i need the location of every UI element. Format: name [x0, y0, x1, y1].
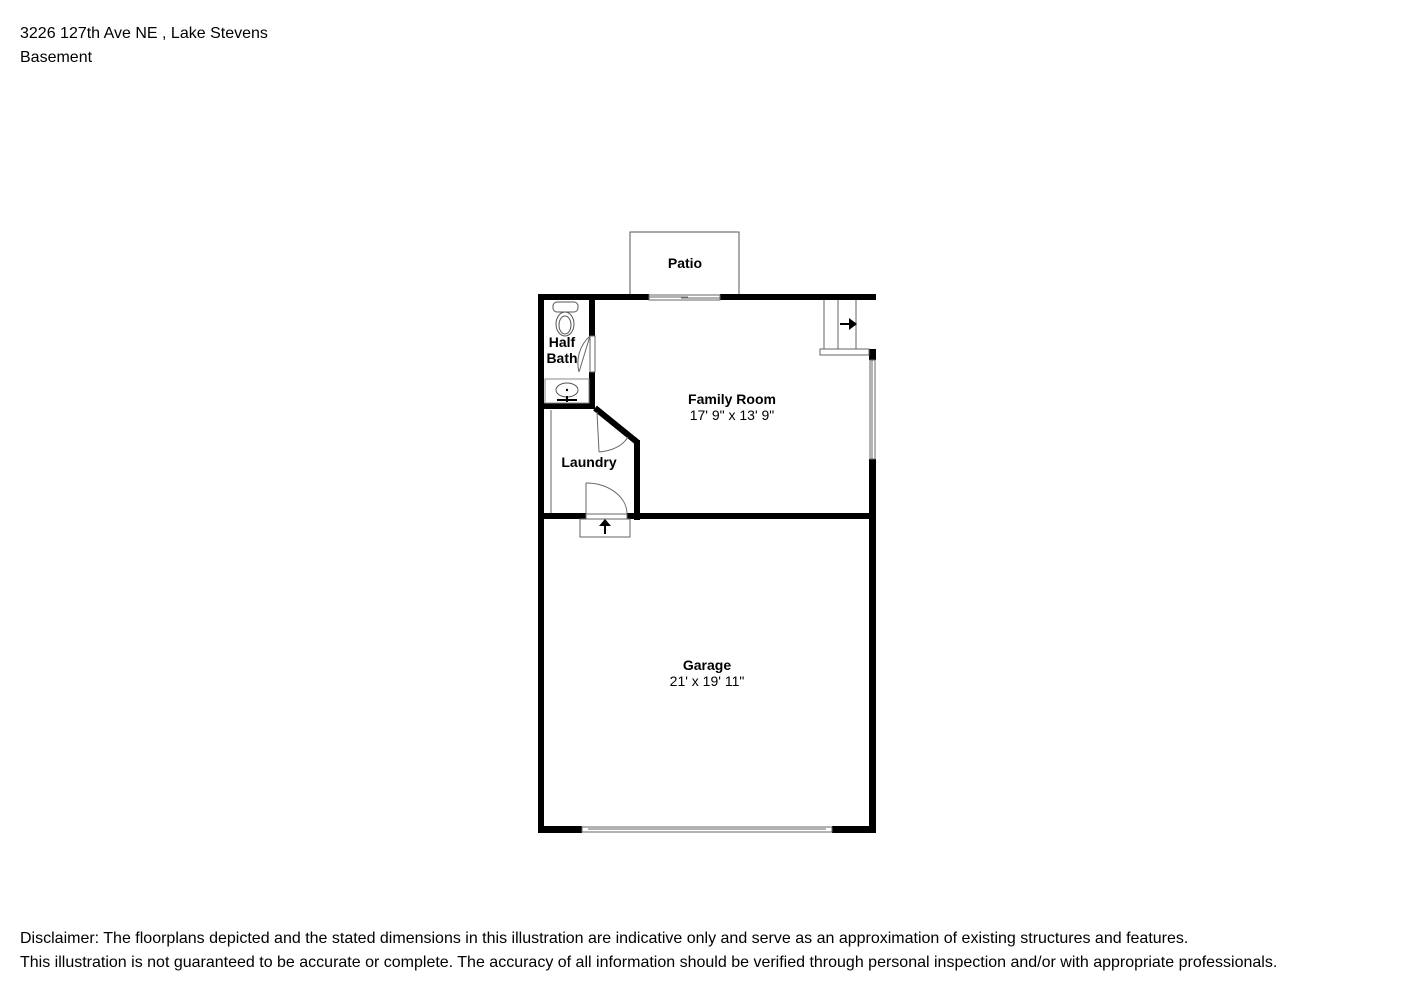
- address-text: 3226 127th Ave NE , Lake Stevens: [20, 25, 268, 42]
- toilet-icon: [553, 302, 578, 336]
- right-wall-window: [870, 360, 875, 459]
- garage-label: Garage: [682, 657, 732, 673]
- disclaimer-line-1: Disclaimer: The floorplans depicted and the stated dimensions in this illustration are indicative only and serve as an approximation of existing structures and features.: [20, 930, 1189, 947]
- disclaimer-line-2: This illustration is not guaranteed to be accurate or complete. The accuracy of all information should be verified through personal inspection and/or with appropriate professionals.: [20, 954, 1278, 971]
- laundry-door: [586, 483, 627, 519]
- half-bath-label-line2: Bath: [546, 350, 578, 366]
- stairs-arrow-icon: [840, 318, 857, 330]
- half-bath-door: [578, 336, 595, 372]
- laundry-angled-wall: [595, 408, 637, 442]
- family-room-dimensions: 17' 9" x 13' 9": [689, 407, 775, 423]
- laundry-label: Laundry: [561, 454, 617, 470]
- garage-door: [582, 827, 832, 832]
- floor-label: Basement: [20, 49, 93, 66]
- garage-step: [580, 519, 630, 537]
- family-room-label: Family Room: [688, 391, 776, 407]
- patio-sliding-door: [649, 295, 720, 300]
- exterior-walls: [538, 294, 876, 833]
- disclaimer: [20, 927, 1277, 975]
- patio-label: Patio: [667, 255, 703, 271]
- garage-dimensions: 21' x 19' 11": [669, 673, 745, 689]
- sink-icon: [545, 379, 589, 403]
- half-bath-label-line1: Half: [548, 334, 576, 350]
- stairs: [820, 300, 869, 355]
